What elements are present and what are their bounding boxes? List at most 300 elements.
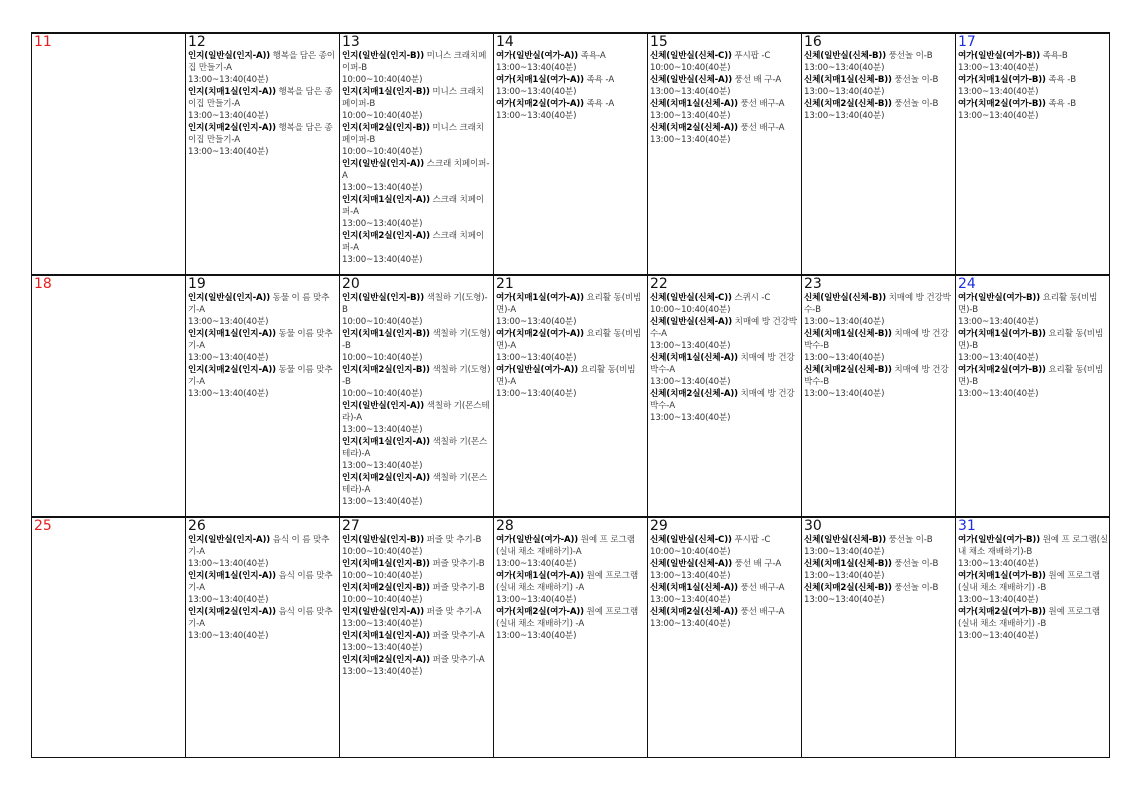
program-room-title: 신체(치매2실(신체-B)) — [804, 583, 892, 593]
program-room-title: 여가(치매2실(여가-A)) — [496, 329, 584, 339]
program-entry — [650, 74, 800, 98]
program-calendar — [31, 32, 1110, 758]
program-room-title: 인지(치매2실(인지-B)) — [342, 583, 430, 593]
program-time: 10:00~10:40(40분) — [342, 571, 423, 581]
program-room-title: 여가(치매2실(여가-B)) — [958, 365, 1046, 375]
program-room-title: 여가(치매1실(여가-B)) — [958, 329, 1046, 339]
program-activity: 색칠하 기(도형)-B — [342, 293, 488, 315]
day-number: 27 — [342, 518, 360, 534]
program-time: 13:00~13:40(40분) — [650, 87, 731, 97]
program-time: 13:00~13:40(40분) — [804, 547, 885, 557]
day-cell — [802, 33, 956, 275]
program-activity: 퍼즐 맞추기-A — [429, 655, 485, 665]
program-time: 13:00~13:40(40분) — [804, 111, 885, 121]
program-room-title: 인지(일반실(인지-B)) — [342, 293, 424, 303]
program-entry — [342, 436, 492, 472]
program-activity: 풍선 배구-A — [737, 123, 785, 133]
program-activity: 색칠하 기(몬스테라)-A — [342, 401, 490, 423]
program-time: 13:00~13:40(40분) — [496, 317, 577, 327]
program-activity: 미니스 크래치페이퍼-B — [342, 87, 484, 109]
program-room-title: 인지(치매2실(인지-A)) — [342, 655, 430, 665]
program-room-title: 인지(일반실(인지-B)) — [342, 535, 424, 545]
program-room-title: 신체(일반실(신체-B)) — [804, 51, 886, 61]
program-room-title: 인지(일반실(인지-A)) — [342, 607, 425, 617]
day-number: 19 — [188, 276, 206, 292]
day-cell — [648, 33, 802, 275]
program-entry — [496, 534, 646, 570]
program-entry — [496, 98, 646, 122]
program-time: 13:00~13:40(40분) — [804, 595, 885, 605]
program-time: 13:00~13:40(40분) — [650, 341, 731, 351]
program-activity: 동물 이름 맞추기-A — [188, 329, 333, 351]
program-room-title: 신체(치매1실(신체-B)) — [804, 559, 892, 569]
day-number: 28 — [496, 518, 514, 534]
program-entry — [342, 400, 492, 436]
program-entry — [342, 534, 492, 558]
program-entry — [650, 316, 800, 352]
program-entry — [342, 158, 492, 194]
program-room-title: 인지(치매1실(인지-A)) — [188, 329, 276, 339]
program-entry — [958, 98, 1108, 122]
program-room-title: 인지(치매1실(인지-B)) — [342, 329, 430, 339]
program-activity: 요리활 동(비빔면)-B — [958, 365, 1104, 387]
day-cell — [648, 275, 802, 517]
program-time: 13:00~13:40(40분) — [342, 619, 423, 629]
day-cell — [802, 275, 956, 517]
program-time: 13:00~13:40(40분) — [342, 183, 423, 193]
program-time: 10:00~10:40(40분) — [342, 147, 423, 157]
program-time: 10:00~10:40(40분) — [342, 111, 423, 121]
program-room-title: 인지(치매2실(인지-B)) — [342, 123, 430, 133]
program-entry — [342, 50, 492, 86]
program-activity: 퍼즐 맞추기-A — [429, 631, 485, 641]
program-time: 13:00~13:40(40분) — [650, 619, 731, 629]
program-entry — [496, 292, 646, 328]
program-activity: 푸시팝 -C — [731, 51, 771, 61]
program-room-title: 신체(일반실(신체-C)) — [650, 293, 732, 303]
program-room-title: 신체(치매2실(신체-A)) — [650, 607, 738, 617]
program-activity: 치매예 방 건강박수-A — [650, 353, 795, 375]
program-time: 13:00~13:40(40분) — [342, 219, 423, 229]
program-time: 13:00~13:40(40분) — [496, 595, 577, 605]
calendar-week-row — [32, 275, 1110, 517]
day-cell — [956, 275, 1110, 517]
program-activity: 풍선놀 이-B — [886, 535, 933, 545]
day-cell — [956, 33, 1110, 275]
program-entry — [650, 98, 800, 122]
program-entry — [804, 74, 954, 98]
program-time: 13:00~13:40(40분) — [804, 317, 885, 327]
program-room-title: 인지(치매2실(인지-A)) — [342, 231, 430, 241]
program-room-title: 인지(치매1실(인지-A)) — [342, 195, 430, 205]
program-activity: 원예 프 로그램(실내 채소 재배하기)-B — [958, 535, 1109, 557]
program-activity: 색칠하 기(몬스테라)-A — [342, 437, 488, 459]
program-time: 10:00~10:40(40분) — [342, 317, 423, 327]
program-time: 13:00~13:40(40분) — [958, 353, 1039, 363]
program-time: 13:00~13:40(40분) — [958, 111, 1039, 121]
program-entry — [650, 50, 800, 74]
program-room-title: 여가(치매2실(여가-B)) — [958, 99, 1046, 109]
program-activity: 치매예 방 건강박수-B — [804, 329, 949, 351]
program-room-title: 신체(치매2실(신체-B)) — [804, 99, 892, 109]
program-time: 13:00~13:40(40분) — [804, 87, 885, 97]
program-activity: 풍선놀 이-B — [886, 51, 933, 61]
program-entry — [342, 582, 492, 606]
day-number: 15 — [650, 34, 668, 50]
program-time: 13:00~13:40(40분) — [342, 667, 423, 677]
program-activity: 원예 프로그램(실내 채소 재배하기) -A — [496, 571, 638, 593]
program-activity: 원예 프로그램(실내 채소 재배하기) -B — [958, 571, 1100, 593]
program-activity: 색칠하 기(도형)-B — [342, 365, 491, 387]
program-room-title: 인지(치매2실(인지-A)) — [342, 473, 430, 483]
program-time: 13:00~13:40(40분) — [188, 389, 269, 399]
program-room-title: 신체(일반실(신체-C)) — [650, 51, 732, 61]
program-entry — [650, 582, 800, 606]
program-activity: 원예 프로그램(실내 채소 재배하기) -B — [958, 607, 1100, 629]
program-entry — [342, 654, 492, 678]
program-entry — [342, 230, 492, 266]
program-activity: 풍선놀 이-B — [891, 559, 939, 569]
program-activity: 풍선놀 이-B — [891, 75, 939, 85]
program-activity: 족욕 -A — [583, 99, 615, 109]
program-room-title: 여가(치매1실(여가-B)) — [958, 571, 1046, 581]
program-entry — [496, 570, 646, 606]
program-room-title: 여가(일반실(여가-B)) — [958, 535, 1040, 545]
program-time: 10:00~10:40(40분) — [650, 305, 731, 315]
program-time: 13:00~13:40(40분) — [804, 571, 885, 581]
day-number: 29 — [650, 518, 668, 534]
program-time: 13:00~13:40(40분) — [188, 559, 269, 569]
program-room-title: 인지(치매1실(인지-A)) — [342, 437, 430, 447]
program-activity: 풍선 배구-A — [737, 583, 785, 593]
program-time: 13:00~13:40(40분) — [342, 461, 423, 471]
program-room-title: 신체(일반실(신체-A)) — [650, 559, 733, 569]
day-number: 13 — [342, 34, 360, 50]
program-entry — [958, 50, 1108, 74]
program-activity: 퍼즐 맞 추기-A — [424, 607, 482, 617]
calendar-body — [32, 33, 1110, 757]
day-number: 17 — [958, 34, 976, 50]
program-activity: 동물 이름 맞추기-A — [188, 365, 333, 387]
program-entry — [804, 534, 954, 558]
program-entry — [804, 98, 954, 122]
program-room-title: 여가(일반실(여가-A)) — [496, 365, 579, 375]
program-entry — [958, 364, 1108, 400]
program-time: 13:00~13:40(40분) — [188, 147, 269, 157]
program-room-title: 인지(일반실(인지-B)) — [342, 51, 424, 61]
program-room-title: 여가(치매2실(여가-A)) — [496, 99, 584, 109]
program-entry — [188, 50, 338, 86]
program-time: 13:00~13:40(40분) — [342, 425, 423, 435]
program-time: 10:00~10:40(40분) — [342, 547, 423, 557]
program-room-title: 여가(일반실(여가-A)) — [496, 535, 579, 545]
program-room-title: 신체(치매1실(신체-A)) — [650, 583, 738, 593]
program-activity: 치매예 방 건강박수-A — [650, 389, 795, 411]
program-time: 13:00~13:40(40분) — [188, 111, 269, 121]
program-entry — [650, 122, 800, 146]
program-time: 13:00~13:40(40분) — [804, 389, 885, 399]
program-time: 13:00~13:40(40분) — [650, 595, 731, 605]
program-room-title: 여가(치매1실(여가-A)) — [496, 75, 584, 85]
program-time: 13:00~13:40(40분) — [188, 631, 269, 641]
program-entry — [650, 388, 800, 424]
day-cell — [340, 517, 494, 757]
program-entry — [342, 364, 492, 400]
program-activity: 음식 이름 맞추기-A — [188, 607, 333, 629]
program-room-title: 인지(일반실(인지-A)) — [188, 293, 271, 303]
program-time: 10:00~10:40(40분) — [342, 353, 423, 363]
program-entry — [188, 534, 338, 570]
program-time: 13:00~13:40(40분) — [958, 317, 1039, 327]
program-room-title: 인지(치매1실(인지-B)) — [342, 87, 430, 97]
program-activity: 퍼즐 맞 추기-B — [424, 535, 482, 545]
day-number: 24 — [958, 276, 976, 292]
program-time: 13:00~13:40(40분) — [650, 413, 731, 423]
program-activity: 원예 프 로그램(실내 채소 재배하기)-A — [496, 535, 635, 557]
program-activity: 족욕 -B — [1045, 75, 1076, 85]
program-activity: 풍선 배 구-A — [732, 559, 782, 569]
program-entry — [342, 194, 492, 230]
program-room-title: 인지(일반실(인지-A)) — [188, 51, 271, 61]
program-activity: 풍선 배구-A — [737, 99, 785, 109]
program-activity: 치매예 방 건강박수-B — [804, 365, 949, 387]
day-number: 18 — [34, 276, 52, 292]
program-time: 13:00~13:40(40분) — [804, 353, 885, 363]
program-room-title: 여가(일반실(여가-A)) — [496, 51, 579, 61]
program-activity: 원예 프로그램(실내 채소 재배하기) -A — [496, 607, 638, 629]
program-time: 10:00~10:40(40분) — [342, 389, 423, 399]
program-time: 10:00~10:40(40분) — [342, 595, 423, 605]
program-activity: 음식 이름 맞추기-A — [188, 571, 333, 593]
program-time: 13:00~13:40(40분) — [958, 559, 1039, 569]
day-cell — [186, 275, 340, 517]
program-entry — [650, 292, 800, 316]
program-room-title: 인지(일반실(인지-A)) — [342, 401, 425, 411]
program-activity: 스크래 치페이퍼-A — [342, 195, 484, 217]
program-room-title: 여가(치매2실(여가-A)) — [496, 607, 584, 617]
day-cell — [186, 517, 340, 757]
program-entry — [958, 606, 1108, 642]
program-activity: 풍선놀 이-B — [891, 583, 939, 593]
day-number: 21 — [496, 276, 514, 292]
program-activity: 퍼즐 맞추기-B — [429, 559, 485, 569]
program-activity: 풍선 배구-A — [737, 607, 785, 617]
program-room-title: 신체(일반실(신체-C)) — [650, 535, 732, 545]
program-entry — [496, 74, 646, 98]
program-time: 13:00~13:40(40분) — [958, 595, 1039, 605]
day-number: 23 — [804, 276, 822, 292]
program-activity: 요리활 동(비빔면)-A — [496, 293, 642, 315]
program-activity: 색칠하 기(도형)-B — [342, 329, 491, 351]
program-activity: 족욕-B — [1040, 51, 1068, 61]
program-activity: 행복을 담은 종이집 만들기-A — [188, 123, 333, 145]
program-entry — [188, 570, 338, 606]
program-activity: 미니스 크래치페이퍼-B — [342, 51, 487, 73]
program-activity: 족욕 -A — [583, 75, 615, 85]
day-cell — [32, 517, 186, 757]
day-number: 22 — [650, 276, 668, 292]
program-entry — [804, 582, 954, 606]
program-time: 10:00~10:40(40분) — [342, 75, 423, 85]
program-time: 13:00~13:40(40분) — [496, 389, 577, 399]
program-entry — [188, 328, 338, 364]
program-time: 13:00~13:40(40분) — [650, 571, 731, 581]
program-entry — [342, 328, 492, 364]
program-entry — [650, 534, 800, 558]
calendar-week-row — [32, 517, 1110, 757]
program-time: 13:00~13:40(40분) — [650, 111, 731, 121]
day-number: 30 — [804, 518, 822, 534]
program-activity: 풍선놀 이-B — [891, 99, 939, 109]
program-entry — [958, 74, 1108, 98]
day-number: 25 — [34, 518, 52, 534]
program-room-title: 신체(일반실(신체-B)) — [804, 293, 886, 303]
program-room-title: 신체(치매2실(신체-A)) — [650, 123, 738, 133]
program-activity: 음식 이 름 맞추기-A — [188, 535, 330, 557]
program-time: 13:00~13:40(40분) — [650, 377, 731, 387]
program-room-title: 여가(일반실(여가-B)) — [958, 51, 1040, 61]
program-activity: 동물 이 름 맞추기-A — [188, 293, 330, 315]
program-entry — [496, 50, 646, 74]
program-time: 13:00~13:40(40분) — [188, 595, 269, 605]
day-cell — [32, 33, 186, 275]
day-number: 20 — [342, 276, 360, 292]
program-room-title: 여가(치매1실(여가-B)) — [958, 75, 1046, 85]
day-number: 11 — [34, 34, 52, 50]
program-room-title: 신체(치매1실(신체-B)) — [804, 329, 892, 339]
program-time: 13:00~13:40(40분) — [958, 87, 1039, 97]
program-time: 13:00~13:40(40분) — [804, 63, 885, 73]
program-room-title: 여가(일반실(여가-B)) — [958, 293, 1040, 303]
program-time: 13:00~13:40(40분) — [496, 631, 577, 641]
program-room-title: 여가(치매1실(여가-A)) — [496, 293, 584, 303]
program-entry — [188, 606, 338, 642]
day-cell — [340, 275, 494, 517]
program-entry — [342, 472, 492, 508]
program-entry — [958, 328, 1108, 364]
program-activity: 행복을 담은 종이집 만들기-A — [188, 87, 333, 109]
program-activity: 치매예 방 건강박수-B — [804, 293, 951, 315]
program-time: 13:00~13:40(40분) — [496, 559, 577, 569]
day-cell — [494, 275, 648, 517]
program-room-title: 인지(치매1실(인지-A)) — [188, 571, 276, 581]
program-entry — [188, 364, 338, 400]
program-room-title: 신체(치매2실(신체-A)) — [650, 389, 738, 399]
program-entry — [342, 558, 492, 582]
day-cell — [32, 275, 186, 517]
program-entry — [650, 352, 800, 388]
program-room-title: 인지(치매1실(인지-B)) — [342, 559, 430, 569]
program-activity: 스크래 치페이퍼-A — [342, 159, 490, 181]
day-number: 16 — [804, 34, 822, 50]
day-cell — [494, 517, 648, 757]
day-cell — [340, 33, 494, 275]
program-activity: 치매예 방 건강박수-A — [650, 317, 797, 339]
day-cell — [648, 517, 802, 757]
program-room-title: 신체(치매2실(신체-B)) — [804, 365, 892, 375]
program-room-title: 인지(치매1실(인지-A)) — [188, 87, 276, 97]
program-time: 13:00~13:40(40분) — [958, 389, 1039, 399]
day-number: 31 — [958, 518, 976, 534]
program-entry — [958, 292, 1108, 328]
day-cell — [956, 517, 1110, 757]
program-time: 10:00~10:40(40분) — [650, 63, 731, 73]
program-room-title: 신체(일반실(신체-A)) — [650, 75, 733, 85]
program-time: 13:00~13:40(40분) — [496, 87, 577, 97]
program-time: 13:00~13:40(40분) — [188, 317, 269, 327]
program-entry — [650, 558, 800, 582]
program-activity: 풍선 배 구-A — [732, 75, 782, 85]
program-entry — [342, 606, 492, 630]
program-entry — [650, 606, 800, 630]
program-time: 13:00~13:40(40분) — [342, 643, 423, 653]
program-entry — [188, 86, 338, 122]
program-entry — [496, 364, 646, 400]
program-room-title: 여가(치매2실(여가-B)) — [958, 607, 1046, 617]
program-entry — [804, 292, 954, 328]
program-time: 13:00~13:40(40분) — [958, 63, 1039, 73]
program-room-title: 신체(일반실(신체-A)) — [650, 317, 733, 327]
program-room-title: 인지(치매2실(인지-B)) — [342, 365, 430, 375]
program-activity: 스퀴시 -C — [731, 293, 771, 303]
program-activity: 퍼즐 맞추기-B — [429, 583, 485, 593]
program-activity: 미니스 크래치페이퍼-B — [342, 123, 484, 145]
program-room-title: 신체(치매1실(신체-A)) — [650, 99, 738, 109]
day-cell — [494, 33, 648, 275]
program-entry — [188, 122, 338, 158]
program-entry — [804, 558, 954, 582]
program-time: 13:00~13:40(40분) — [188, 353, 269, 363]
program-room-title: 인지(일반실(인지-A)) — [188, 535, 271, 545]
program-time: 13:00~13:40(40분) — [496, 111, 577, 121]
program-activity: 요리활 동(비빔면)-B — [958, 329, 1104, 351]
program-room-title: 신체(치매1실(신체-A)) — [650, 353, 738, 363]
program-entry — [188, 292, 338, 328]
program-entry — [342, 86, 492, 122]
program-activity: 행복을 담은 종이집 만들기-A — [188, 51, 335, 73]
program-activity: 색칠하 기(몬스테라)-A — [342, 473, 488, 495]
program-time: 13:00~13:40(40분) — [496, 353, 577, 363]
program-room-title: 인지(치매1실(인지-A)) — [342, 631, 430, 641]
day-cell — [802, 517, 956, 757]
program-entry — [804, 50, 954, 74]
program-room-title: 신체(치매1실(신체-B)) — [804, 75, 892, 85]
program-entry — [496, 328, 646, 364]
program-room-title: 인지(치매2실(인지-A)) — [188, 607, 276, 617]
program-time: 13:00~13:40(40분) — [188, 75, 269, 85]
program-time: 13:00~13:40(40분) — [342, 497, 423, 507]
program-activity: 푸시팝 -C — [731, 535, 771, 545]
program-entry — [342, 292, 492, 328]
program-entry — [496, 606, 646, 642]
program-room-title: 인지(치매2실(인지-A)) — [188, 365, 276, 375]
program-room-title: 여가(치매1실(여가-A)) — [496, 571, 584, 581]
program-room-title: 인지(일반실(인지-A)) — [342, 159, 425, 169]
program-activity: 스크래 치페이퍼-A — [342, 231, 484, 253]
program-entry — [958, 570, 1108, 606]
program-activity: 족욕-A — [578, 51, 606, 61]
program-activity: 요리활 동(비빔면)-A — [496, 365, 636, 387]
program-time: 13:00~13:40(40분) — [650, 135, 731, 145]
day-number: 26 — [188, 518, 206, 534]
program-entry — [804, 364, 954, 400]
program-entry — [804, 328, 954, 364]
program-room-title: 인지(치매2실(인지-A)) — [188, 123, 276, 133]
program-time: 13:00~13:40(40분) — [958, 631, 1039, 641]
program-time: 10:00~10:40(40분) — [650, 547, 731, 557]
program-activity: 요리활 동(비빔면)-A — [496, 329, 642, 351]
calendar-week-row — [32, 33, 1110, 275]
